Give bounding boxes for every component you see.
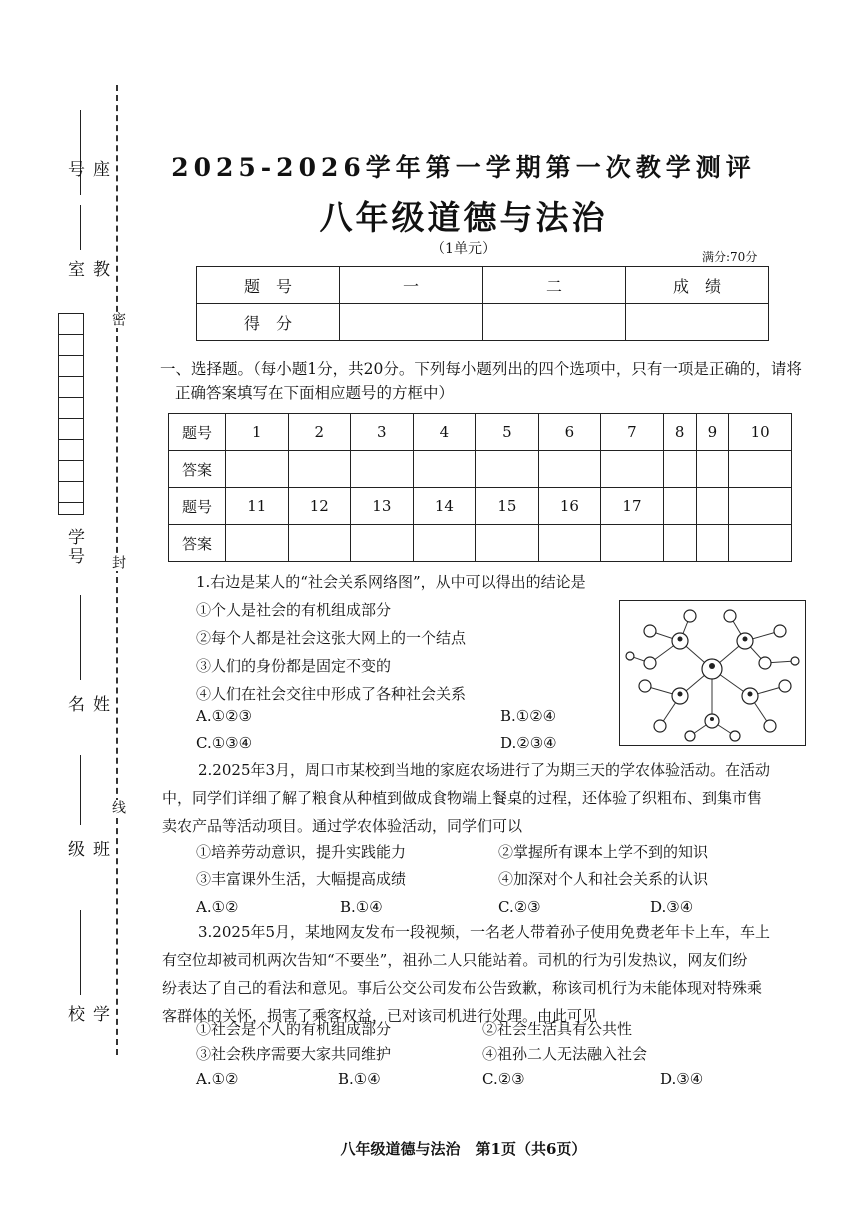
answer-cell[interactable] — [538, 525, 601, 562]
answer-row-label: 题号 — [169, 488, 226, 525]
q3-item: ②社会生活具有公共性 — [482, 1020, 633, 1038]
q2-item: ③丰富课外生活，大幅提高成绩 — [196, 870, 407, 888]
q2-item: ②掌握所有课本上学不到的知识 — [498, 843, 709, 861]
q1-option-d[interactable]: D.②③④ — [500, 734, 557, 752]
seat-label: 座号 — [64, 160, 109, 179]
answer-cell[interactable] — [663, 451, 696, 488]
section1-instruction-1: 一、选择题。（每小题1分，共20分。下列每小题列出的四个选项中，只有一项是正确的，请将 — [160, 360, 802, 378]
score-value-row — [197, 304, 769, 341]
section1-instruction-2: 正确答案填写在下面相应题号的方框中） — [175, 384, 455, 402]
score-cell[interactable] — [625, 304, 768, 341]
question-no: 9 — [696, 414, 729, 451]
question-no: 8 — [663, 414, 696, 451]
question-no: 3 — [351, 414, 414, 451]
exam-title: 2025-2026学年第一学期第一次教学测评 — [171, 153, 756, 182]
network-graph — [620, 601, 805, 745]
q3-line: 纷表达了自己的看法和意见。事后公交公司发布公告致歉，称该司机行为未能体现对特殊乘 — [162, 979, 763, 997]
q2-item: ④加深对个人和社会关系的认识 — [498, 870, 709, 888]
score-cell[interactable] — [482, 304, 625, 341]
q3-line: 有空位却被司机两次告知“不要坐”，祖孙二人只能站着。司机的行为引发热议，网友们纷 — [162, 951, 748, 969]
answer-row-label: 题号 — [169, 414, 226, 451]
answer-input-row — [169, 525, 792, 562]
answer-cell[interactable] — [288, 451, 351, 488]
answer-row-label: 答案 — [169, 451, 226, 488]
exam-subtitle: 八年级道德与法治 — [319, 198, 608, 237]
score-row-label: 得 分 — [197, 304, 340, 341]
score-table — [196, 266, 769, 341]
q1-item: ②每个人都是社会这张大网上的一个结点 — [196, 629, 467, 647]
q2-line: 2.2025年3月，周口市某校到当地的家庭农场进行了为期三天的学农体验活动。在活动 — [198, 761, 771, 779]
question-no — [729, 488, 792, 525]
question-1 — [196, 568, 616, 708]
seal-mi: 密 — [110, 312, 126, 328]
question-no — [696, 488, 729, 525]
question-no: 4 — [413, 414, 476, 451]
question-no: 2 — [288, 414, 351, 451]
name-label: 姓名 — [64, 695, 109, 714]
q1-option-a[interactable]: A.①②③ — [196, 707, 252, 725]
score-header-cell: 成 绩 — [625, 267, 768, 304]
answer-cell[interactable] — [601, 525, 664, 562]
q3-option-c[interactable]: C.②③ — [482, 1070, 525, 1088]
score-header-row — [197, 267, 769, 304]
q3-item: ④祖孙二人无法融入社会 — [482, 1045, 648, 1063]
question-no: 1 — [226, 414, 289, 451]
score-cell[interactable] — [340, 304, 483, 341]
answer-cell[interactable] — [601, 451, 664, 488]
answer-cell[interactable] — [226, 525, 289, 562]
q1-option-b[interactable]: B.①②④ — [500, 707, 557, 725]
score-header-cell: 一 — [340, 267, 483, 304]
q3-option-a[interactable]: A.①② — [196, 1070, 239, 1088]
unit-label: （1单元） — [431, 241, 496, 257]
question-no: 12 — [288, 488, 351, 525]
answer-cell[interactable] — [351, 451, 414, 488]
school-label: 学校 — [64, 1005, 109, 1024]
answer-row-label: 答案 — [169, 525, 226, 562]
question-no: 17 — [601, 488, 664, 525]
q2-option-a[interactable]: A.①② — [196, 898, 239, 916]
question-2 — [162, 756, 812, 840]
student-no-label: 学号 — [64, 528, 84, 566]
q3-line: 客群体的关怀，损害了乘客权益，已对该司机进行处理。由此可见 — [162, 1007, 598, 1025]
q1-item: ③人们的身份都是固定不变的 — [196, 657, 392, 675]
question-no: 10 — [729, 414, 792, 451]
answer-cell[interactable] — [413, 451, 476, 488]
q2-item: ①培养劳动意识，提升实践能力 — [196, 843, 407, 861]
question-no: 11 — [226, 488, 289, 525]
full-score: 满分:70分 — [702, 250, 758, 264]
answer-cell[interactable] — [476, 525, 539, 562]
q3-option-b[interactable]: B.①④ — [338, 1070, 381, 1088]
seal-feng: 封 — [110, 555, 126, 571]
q1-option-c[interactable]: C.①③④ — [196, 734, 253, 752]
score-header-cell: 二 — [482, 267, 625, 304]
q2-option-d[interactable]: D.③④ — [650, 898, 694, 916]
question-no — [663, 488, 696, 525]
question-no: 5 — [476, 414, 539, 451]
question-3 — [162, 918, 812, 1030]
q2-option-c[interactable]: C.②③ — [498, 898, 541, 916]
question-no: 6 — [538, 414, 601, 451]
q3-item: ③社会秩序需要大家共同维护 — [196, 1045, 392, 1063]
answer-cell[interactable] — [729, 525, 792, 562]
student-no-boxes[interactable] — [58, 313, 84, 515]
q1-stem: 1.右边是某人的“社会关系网络图”，从中可以得出的结论是 — [196, 573, 586, 591]
q1-item: ①个人是社会的有机组成部分 — [196, 601, 392, 619]
q3-option-d[interactable]: D.③④ — [660, 1070, 704, 1088]
q2-line: 中，同学们详细了解了粮食从种植到做成食物端上餐桌的过程，还体验了织粗布、到集市售 — [162, 789, 763, 807]
question-no: 14 — [413, 488, 476, 525]
answer-cell[interactable] — [663, 525, 696, 562]
q1-item: ④人们在社会交往中形成了各种社会关系 — [196, 685, 467, 703]
answer-no-row — [169, 414, 792, 451]
answer-cell[interactable] — [538, 451, 601, 488]
answer-cell[interactable] — [226, 451, 289, 488]
page-footer: 八年级道德与法治 第1页（共6页） — [340, 1140, 587, 1158]
question-no: 16 — [538, 488, 601, 525]
answer-cell[interactable] — [696, 451, 729, 488]
room-label: 教室 — [64, 260, 109, 279]
answer-table — [168, 413, 792, 562]
answer-cell[interactable] — [288, 525, 351, 562]
q2-line: 卖农产品等活动项目。通过学农体验活动，同学们可以 — [162, 817, 523, 835]
answer-cell[interactable] — [476, 451, 539, 488]
question-no: 7 — [601, 414, 664, 451]
question-no: 13 — [351, 488, 414, 525]
answer-cell[interactable] — [413, 525, 476, 562]
answer-cell[interactable] — [729, 451, 792, 488]
answer-cell[interactable] — [696, 525, 729, 562]
seal-xian: 线 — [110, 800, 126, 816]
score-header-cell: 题 号 — [197, 267, 340, 304]
q2-option-b[interactable]: B.①④ — [340, 898, 383, 916]
answer-input-row — [169, 451, 792, 488]
social-network-image — [619, 600, 806, 746]
q3-line: 3.2025年5月，某地网友发布一段视频，一名老人带着孙子使用免费老年卡上车，车上 — [198, 923, 771, 941]
class-label: 班级 — [64, 840, 109, 859]
binding-margin — [0, 0, 130, 1228]
question-no: 15 — [476, 488, 539, 525]
q3-item: ①社会是个人的有机组成部分 — [196, 1020, 392, 1038]
answer-cell[interactable] — [351, 525, 414, 562]
answer-no-row — [169, 488, 792, 525]
